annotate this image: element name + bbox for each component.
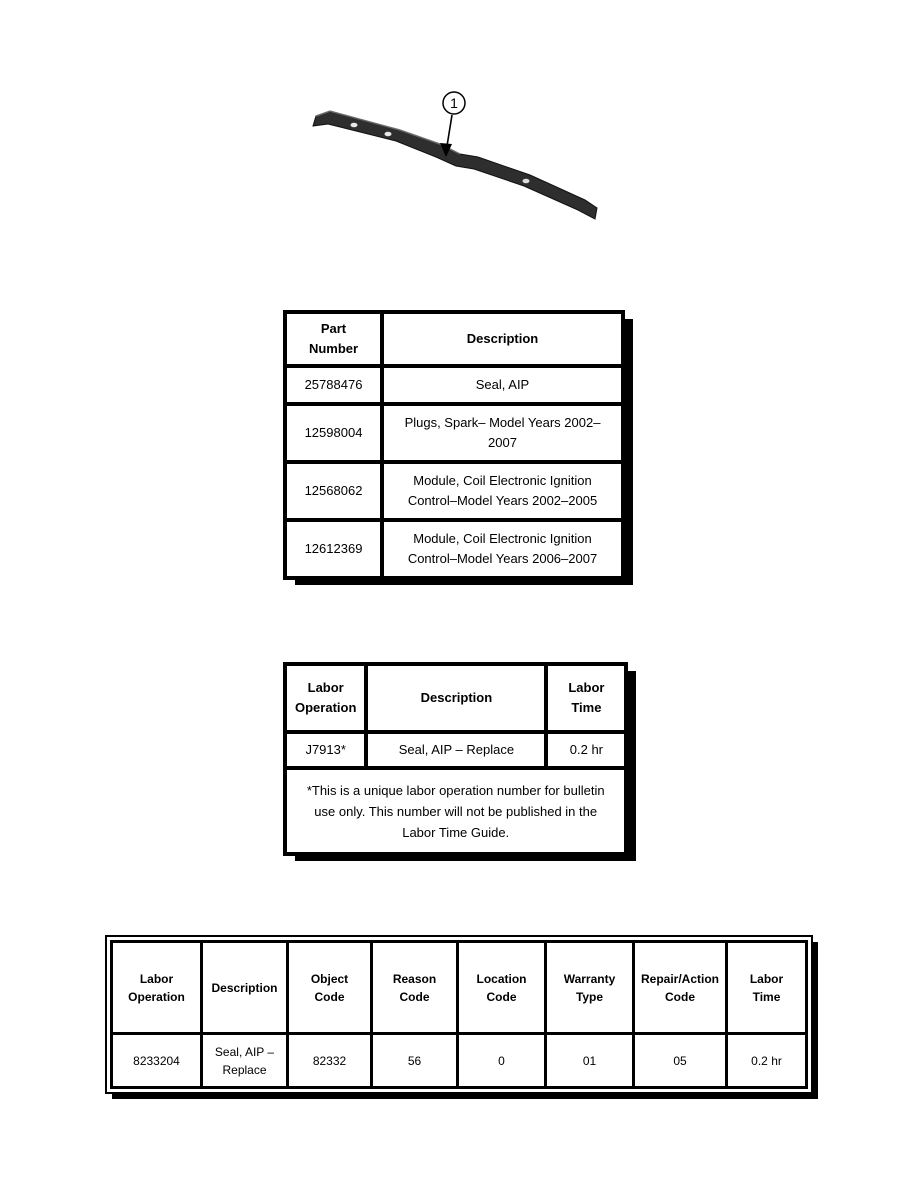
callout-number: 1 [450, 95, 458, 111]
seal-hole-icon [523, 179, 530, 184]
cell-labor-time: 0.2 hr [727, 1034, 807, 1088]
cell-labor-operation: 8233204 [112, 1034, 202, 1088]
header-reason-code: Reason Code [372, 942, 458, 1034]
parts-header-row [285, 312, 623, 366]
cell-description: Seal, AIP – Replace [366, 732, 546, 768]
cell-description: Module, Coil Electronic Ignition Control–Model Years 2006–2007 [382, 520, 623, 578]
cell-part-number: 12568062 [285, 462, 382, 520]
cell-description: Seal, AIP [382, 366, 623, 404]
labor-header-row [285, 664, 626, 732]
labor-row [285, 732, 626, 768]
header-warranty-type: Warranty Type [546, 942, 634, 1034]
header-repair-action-code: Repair/Action Code [634, 942, 727, 1034]
warranty-table-container [105, 935, 813, 1094]
warranty-header-row [112, 942, 807, 1034]
header-labor-operation: Labor Operation [112, 942, 202, 1034]
cell-part-number: 12612369 [285, 520, 382, 578]
cell-object-code: 82332 [288, 1034, 372, 1088]
parts-table-container [283, 310, 625, 580]
cell-labor-operation: J7913* [285, 732, 366, 768]
header-part-number: Part Number [285, 312, 382, 366]
callout-arrow [447, 115, 452, 146]
parts-table [283, 310, 625, 580]
seal-part-drawing [290, 78, 620, 228]
cell-location-code: 0 [458, 1034, 546, 1088]
parts-row [285, 462, 623, 520]
labor-footnote-row [285, 768, 626, 854]
cell-repair-action-code: 05 [634, 1034, 727, 1088]
cell-warranty-type: 01 [546, 1034, 634, 1088]
warranty-table [110, 940, 808, 1089]
seal-hole-icon [351, 123, 358, 128]
cell-description: Seal, AIP – Replace [202, 1034, 288, 1088]
parts-row [285, 520, 623, 578]
parts-row [285, 366, 623, 404]
cell-part-number: 25788476 [285, 366, 382, 404]
cell-labor-time: 0.2 hr [546, 732, 626, 768]
warranty-row [112, 1034, 807, 1088]
header-labor-time: Labor Time [546, 664, 626, 732]
labor-table-container [283, 662, 628, 856]
parts-row [285, 404, 623, 462]
header-description: Description [382, 312, 623, 366]
labor-table [283, 662, 628, 856]
seal-part-illustration [290, 78, 620, 228]
header-location-code: Location Code [458, 942, 546, 1034]
header-description: Description [202, 942, 288, 1034]
labor-footnote: *This is a unique labor operation number for bulletin use only. This number will not be published in the Labor Time Guide. [285, 768, 626, 854]
seal-strip-shape [313, 111, 597, 219]
header-description: Description [366, 664, 546, 732]
cell-description: Module, Coil Electronic Ignition Control–Model Years 2002–2005 [382, 462, 623, 520]
seal-hole-icon [385, 132, 392, 137]
header-object-code: Object Code [288, 942, 372, 1034]
header-labor-time: Labor Time [727, 942, 807, 1034]
cell-part-number: 12598004 [285, 404, 382, 462]
cell-reason-code: 56 [372, 1034, 458, 1088]
header-labor-operation: Labor Operation [285, 664, 366, 732]
cell-description: Plugs, Spark– Model Years 2002–2007 [382, 404, 623, 462]
